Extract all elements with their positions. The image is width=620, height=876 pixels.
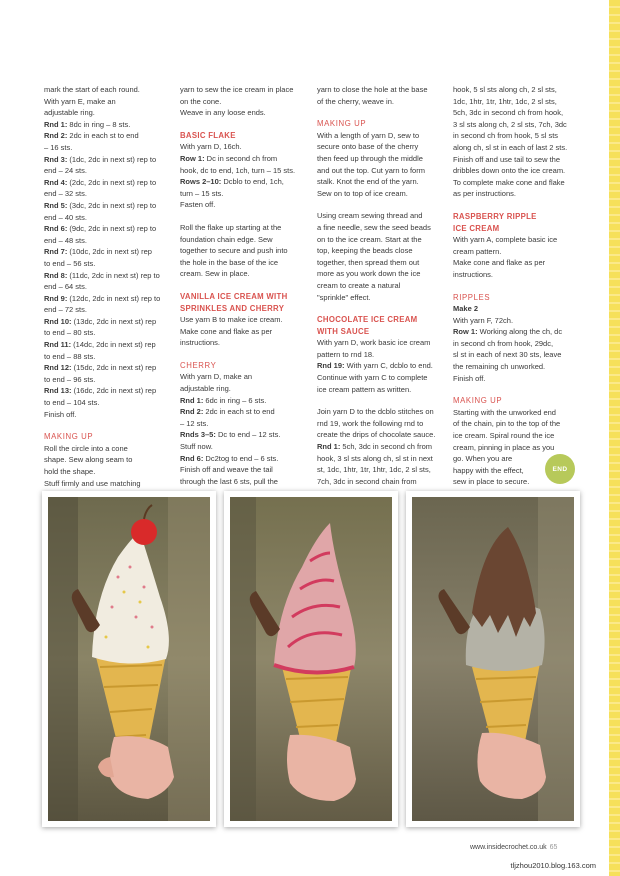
row-text: (2dc, 2dc in next st) rep to: [67, 177, 157, 187]
body-text: adjustable ring.: [44, 108, 95, 118]
body-text: happy with the effect,: [453, 465, 524, 475]
row-text: (12dc, 2dc in next st) rep to: [67, 293, 161, 303]
body-text: of the cherry, weave in.: [317, 96, 394, 106]
pattern-row: [44, 200, 170, 212]
pattern-row: [180, 176, 306, 188]
body-text: Fasten off.: [180, 200, 216, 210]
pattern-row: [180, 453, 306, 465]
section-heading-vanilla: VANILLA ICE CREAM WITH: [180, 291, 288, 301]
row-label: Rnd 13:: [44, 386, 72, 396]
photo-vanilla-ice-cream: [42, 491, 216, 827]
pattern-row: [44, 177, 170, 189]
body-text: together to secure and push into: [180, 246, 288, 256]
body-text: Continue with yarn C to complete: [317, 373, 428, 383]
row-text: 2dc in each st to end: [67, 131, 139, 141]
section-heading-vanilla-2: SPRINKLES AND CHERRY: [180, 303, 285, 313]
pattern-row: [44, 397, 170, 409]
row-text: 6dc in ring – 6 sts.: [203, 395, 267, 405]
row-text: (16dc, 2dc in next st) rep: [71, 386, 157, 396]
body-text: – 12 sts.: [180, 418, 209, 428]
row-text: end – 72 sts.: [44, 305, 87, 315]
body-text: With yarn A, complete basic ice: [453, 235, 558, 245]
row-label: Rows 2–10:: [180, 177, 222, 187]
pattern-row: [44, 316, 170, 328]
body-text: of the chain, pin to the top of the: [453, 419, 561, 429]
body-text: create the drips of chocolate sauce.: [317, 430, 436, 440]
body-text: sew in place to secure.: [453, 477, 530, 487]
pattern-row: [44, 339, 170, 351]
row-label: Rnd 5:: [44, 200, 68, 210]
row-label: Row 1:: [180, 153, 205, 163]
body-text: the hole in the base of the ice: [180, 257, 278, 267]
body-text: go. When you are: [453, 454, 513, 464]
body-text: Make cone and flake as per: [180, 326, 273, 336]
body-text: Stuff firmly and use matching: [44, 478, 141, 488]
body-text: cream, pinning in place as you: [453, 442, 555, 452]
end-badge: END: [545, 454, 575, 484]
pattern-row: [44, 327, 170, 339]
row-text: end – 40 sts.: [44, 212, 87, 222]
body-text: hook, dc to end, 1ch, turn – 15 sts.: [180, 165, 296, 175]
body-text: mark the start of each round.: [44, 85, 140, 94]
body-text: With yarn F, 72ch.: [453, 315, 514, 325]
row-text: end – 48 sts.: [44, 235, 87, 245]
pattern-row: [44, 374, 170, 386]
body-text: pattern to rnd 18.: [317, 349, 375, 359]
row-label: Rnd 19:: [317, 361, 345, 371]
body-text: With yarn D, 16ch.: [180, 142, 242, 152]
section-heading-basic-flake: BASIC FLAKE: [180, 130, 236, 140]
row-text: end – 64 sts.: [44, 282, 87, 292]
text-column-2: [180, 84, 306, 487]
body-text: 5ch, 3dc in second ch from hook,: [453, 108, 564, 118]
body-text: adjustable ring.: [180, 384, 231, 394]
body-text: hold the shape.: [44, 467, 96, 476]
row-text: (11dc, 2dc in next st) rep to: [67, 270, 160, 280]
page-number: 65: [549, 844, 558, 851]
row-label: Rnd 2:: [180, 407, 204, 417]
row-text: 2dc in each st to end: [203, 407, 275, 417]
body-text: hook, 5 sl sts along ch, 2 sl sts,: [453, 85, 557, 94]
section-heading-ripples: RIPPLES: [453, 292, 491, 302]
row-text: to end – 88 sts.: [44, 351, 96, 361]
row-text: (14dc, 2dc in next st) rep: [71, 340, 156, 350]
body-text: Finish off and weave the tail: [180, 465, 273, 475]
body-text: the remaining ch unworked.: [453, 362, 546, 372]
section-heading-making-up: MAKING UP: [44, 432, 94, 442]
chocolate-ice-cream-image: [412, 497, 574, 821]
row-text: (1dc, 2dc in next st) rep to: [67, 154, 157, 164]
pattern-row: [44, 351, 170, 363]
row-text: (15dc, 2dc in next st) rep: [71, 363, 157, 373]
body-text: then feed up through the middle: [317, 153, 423, 163]
row-label: Rnd 1:: [317, 442, 341, 452]
pattern-row: [44, 270, 170, 282]
body-text: To complete make cone and flake: [453, 177, 565, 187]
body-text: Using cream sewing thread and: [317, 211, 423, 221]
pattern-row: [44, 119, 170, 131]
row-text: Dcblo to end, 1ch,: [221, 177, 284, 187]
vanilla-ice-cream-image: [48, 497, 210, 821]
body-text: on to the ice cream. Start at the: [317, 234, 422, 244]
body-text: together, then spread them out: [317, 257, 420, 267]
section-heading-raspberry: RASPBERRY RIPPLE: [453, 211, 537, 221]
row-label: Rnd 2:: [44, 131, 68, 141]
rounds-list: [44, 119, 170, 409]
raspberry-ripple-ice-cream-image: [230, 497, 392, 821]
body-text: sl st in each of next 30 sts, leave: [453, 350, 562, 360]
row-text: to end – 104 sts.: [44, 398, 100, 408]
body-text: in second ch from hook, 29dc,: [453, 338, 554, 348]
row-text: (9dc, 2dc in next st) rep to: [67, 224, 157, 234]
body-text: top, keeping the beads close: [317, 246, 413, 256]
section-heading-chocolate-2: WITH SAUCE: [317, 326, 370, 336]
row-label: Rnd 1:: [180, 395, 204, 405]
pattern-row: [180, 429, 306, 441]
body-text: With yarn D, work basic ice cream: [317, 338, 431, 348]
body-text: in second ch from hook, 5 sl sts: [453, 131, 559, 141]
body-text: 7ch, 3dc in second chain from: [317, 476, 417, 486]
row-label: Rnd 7:: [44, 247, 68, 257]
row-text: to end – 96 sts.: [44, 374, 96, 384]
body-text: shape. Sew along seam to: [44, 455, 133, 465]
body-text: more as you work down the ice: [317, 269, 421, 279]
text-column-3: [317, 84, 443, 487]
row-text: 5ch, 3dc in second ch from: [340, 442, 433, 452]
body-text: With yarn E, make an: [44, 96, 116, 106]
pattern-row: [44, 142, 170, 154]
row-text: Working along the ch, dc: [477, 327, 563, 337]
section-heading-making-up: MAKING UP: [317, 119, 367, 129]
body-text: st, 1dc, 1htr, 1tr, 1htr, 1dc, 2 sl sts,: [317, 465, 431, 475]
body-text: cream. Sew in place.: [180, 269, 250, 279]
body-text: With a length of yarn D, sew to: [317, 130, 420, 140]
row-text: Dc to end – 12 sts.: [215, 430, 281, 440]
row-text: end – 32 sts.: [44, 189, 87, 199]
row-label: Rnd 9:: [44, 293, 68, 303]
body-text: a fine needle, sew the seed beads: [317, 222, 431, 232]
yellow-edge-stripe: [609, 0, 620, 876]
make-count: [453, 303, 579, 315]
website-url: www.insidecrochet.co.uk: [470, 844, 547, 851]
pattern-row: [44, 362, 170, 374]
make-count-label: Make 2: [453, 304, 479, 314]
body-text: instructions.: [180, 338, 221, 348]
pattern-row: [44, 212, 170, 224]
body-text: cream pattern.: [453, 246, 502, 256]
body-text: foundation chain edge. Sew: [180, 234, 273, 244]
blog-watermark: tljzhou2010.blog.163.com: [510, 861, 596, 870]
photo-raspberry-ripple-ice-cream: [224, 491, 398, 827]
body-text: stalk. Knot the end of the yarn.: [317, 177, 419, 187]
row-label: Rnd 12:: [44, 363, 72, 373]
body-text: yarn to sew the ice cream in place: [180, 85, 294, 94]
body-text: Finish off and use tail to sew the: [453, 154, 561, 164]
body-text: ice cream pattern as written.: [317, 384, 412, 394]
body-text: along ch, sl st in each of last 2 sts.: [453, 142, 568, 152]
pattern-row: [180, 153, 306, 165]
pattern-row: [44, 235, 170, 247]
text-column-4: [453, 84, 579, 488]
pattern-row: [180, 406, 306, 418]
row-text: Dc2tog to end – 6 sts.: [203, 453, 279, 463]
pattern-row: [44, 165, 170, 177]
body-text: ice cream. Spiral round the ice: [453, 431, 555, 441]
body-text: hook, 3 sl sts along ch, sl st in next: [317, 453, 433, 463]
row-label: Rnd 6:: [180, 453, 204, 463]
body-text: 3 sl sts along ch, 2 sl sts, 7ch, 3dc: [453, 119, 567, 129]
body-text: cream to create a natural: [317, 280, 401, 290]
section-heading-cherry: CHERRY: [180, 360, 217, 370]
body-text: Join yarn D to the dcblo stitches on: [317, 407, 434, 417]
body-text: Weave in any loose ends.: [180, 108, 266, 118]
row-text: Dc in second ch from: [204, 153, 278, 163]
body-text: turn – 15 sts.: [180, 188, 224, 198]
row-label: Rnd 6:: [44, 224, 68, 234]
body-text: rnd 19, work the following rnd to: [317, 418, 424, 428]
row-label: Rnd 4:: [44, 177, 68, 187]
row-text: end – 24 sts.: [44, 166, 87, 176]
body-text: Finish off.: [44, 409, 77, 419]
section-heading-raspberry-2: ICE CREAM: [453, 223, 500, 233]
row-text: to end – 80 sts.: [44, 328, 96, 338]
body-text: dribbles down onto the ice cream.: [453, 166, 566, 176]
row-text: (10dc, 2dc in next st) rep: [67, 247, 152, 257]
photo-chocolate-ice-cream: [406, 491, 580, 827]
row-text: With yarn C, dcblo to end.: [344, 361, 433, 371]
row-label: Rnd 11:: [44, 340, 72, 350]
body-text: Starting with the unworked end: [453, 407, 556, 417]
pattern-row: [317, 360, 443, 372]
pattern-row: [44, 223, 170, 235]
pattern-row: [44, 246, 170, 258]
text-column-1: [44, 84, 170, 489]
body-text: Roll the flake up starting at the: [180, 222, 282, 232]
pattern-row: [317, 441, 443, 453]
body-text: yarn to close the hole at the base: [317, 85, 428, 94]
pattern-row: [44, 130, 170, 142]
row-text: – 16 sts.: [44, 142, 73, 152]
body-text: 1dc, 1htr, 1tr, 1htr, 1dc, 2 sl sts,: [453, 96, 557, 106]
section-heading-chocolate: CHOCOLATE ICE CREAM: [317, 315, 418, 325]
body-text: on the cone.: [180, 96, 222, 106]
body-text: Roll the circle into a cone: [44, 443, 128, 453]
section-heading-making-up: MAKING UP: [453, 396, 503, 406]
body-text: as per instructions.: [453, 189, 516, 199]
body-text: With yarn D, make an: [180, 372, 253, 382]
pattern-row: [44, 385, 170, 397]
body-text: Use yarn B to make ice cream.: [180, 315, 283, 325]
row-label: Rnds 3–5:: [180, 430, 216, 440]
row-label: Rnd 10:: [44, 316, 72, 326]
pattern-row: [44, 293, 170, 305]
row-text: 8dc in ring – 8 sts.: [67, 119, 131, 129]
body-text: Sew on to top of ice cream.: [317, 188, 408, 198]
body-text: Make cone and flake as per: [453, 258, 546, 268]
body-text: instructions.: [453, 269, 494, 279]
pattern-row: [44, 281, 170, 293]
row-label: Rnd 8:: [44, 270, 68, 280]
body-text: Stuff now.: [180, 442, 213, 452]
pattern-row: [44, 188, 170, 200]
page-footer: [470, 844, 557, 851]
pattern-row: [453, 326, 579, 338]
body-text: Finish off.: [453, 373, 486, 383]
row-text: (3dc, 2dc in next st) rep to: [67, 200, 157, 210]
row-text: to end – 56 sts.: [44, 258, 96, 268]
pattern-row: [44, 304, 170, 316]
body-text: through the last 6 sts, pull the: [180, 476, 278, 486]
pattern-row: [44, 154, 170, 166]
body-text: secure onto base of the cherry: [317, 142, 419, 152]
row-label: Rnd 1:: [44, 119, 68, 129]
body-text: "sprinkle" effect.: [317, 292, 371, 302]
row-label: Rnd 3:: [44, 154, 68, 164]
row-text: (13dc, 2dc in next st) rep: [71, 316, 157, 326]
pattern-row: [180, 395, 306, 407]
row-label: Row 1:: [453, 327, 478, 337]
body-text: and out the top. Cut yarn to form: [317, 165, 425, 175]
pattern-row: [44, 258, 170, 270]
